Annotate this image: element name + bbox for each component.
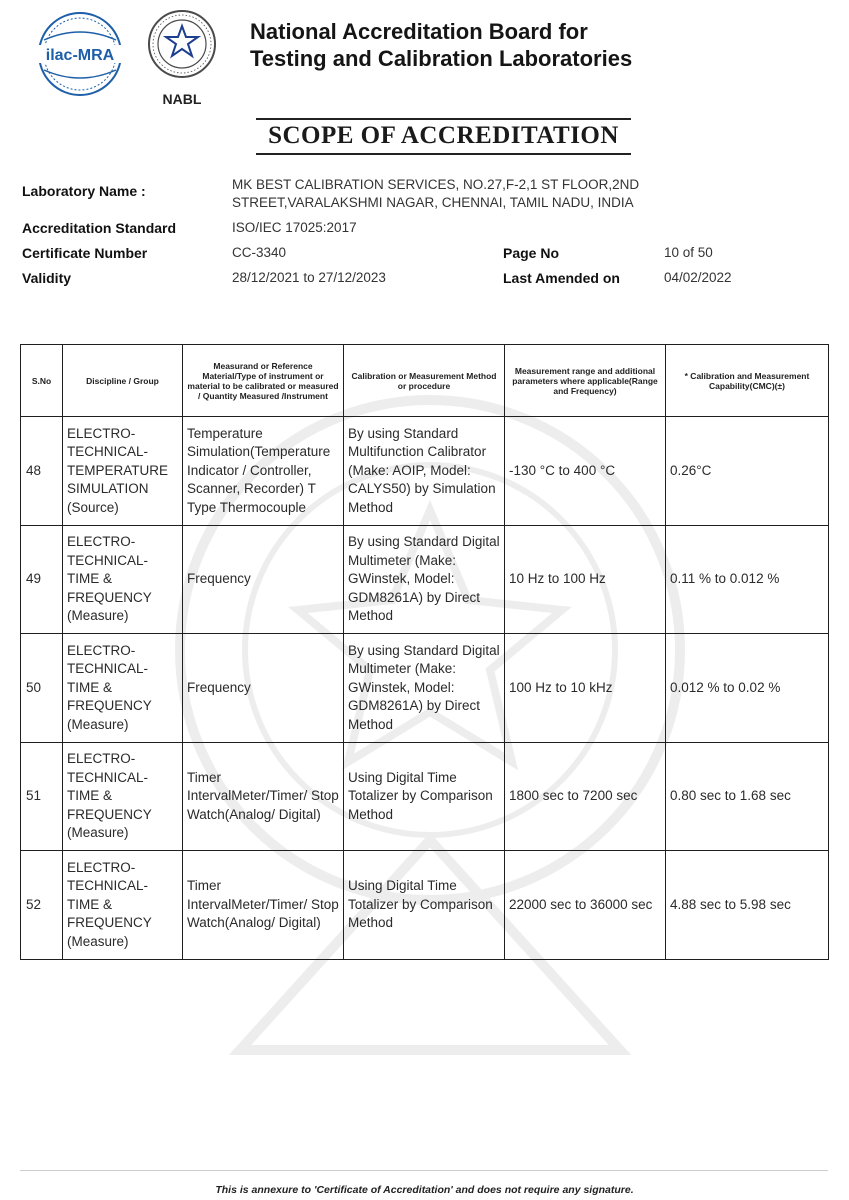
cell-discipline: ELECTRO-TECHNICAL-TEMPERATURE SIMULATION (Source) [63, 417, 183, 526]
page-number-label: Page No [503, 245, 560, 261]
cell-method: Using Digital Time Totalizer by Comparison Method [344, 851, 505, 960]
cell-discipline: ELECTRO-TECHNICAL-TIME & FREQUENCY (Measure) [63, 634, 183, 743]
header-range: Measurement range and additional parameters where applicable(Range and Frequency) [505, 345, 666, 417]
cell-measurand: Timer IntervalMeter/Timer/ Stop Watch(Analog/ Digital) [183, 851, 344, 960]
nabl-seal-logo [144, 8, 220, 116]
cell-range: -130 °C to 400 °C [505, 417, 666, 526]
ilac-mra-logo [30, 10, 130, 98]
cell-method: By using Standard Digital Multimeter (Make: GWinstek, Model: GDM8261A) by Direct Method [344, 525, 505, 634]
scope-table [20, 344, 829, 960]
cell-range: 22000 sec to 36000 sec [505, 851, 666, 960]
cell-sno: 48 [21, 417, 63, 526]
header-cmc: * Calibration and Measurement Capability(CMC)(±) [666, 345, 829, 417]
cell-method: By using Standard Digital Multimeter (Make: GWinstek, Model: GDM8261A) by Direct Method [344, 634, 505, 743]
header-method: Calibration or Measurement Method or procedure [344, 345, 505, 417]
scope-title: SCOPE OF ACCREDITATION [256, 118, 631, 155]
cell-measurand: Frequency [183, 634, 344, 743]
footer-divider [20, 1170, 828, 1171]
cell-cmc: 0.26°C [666, 417, 829, 526]
cell-range: 1800 sec to 7200 sec [505, 742, 666, 851]
lab-name-value [232, 176, 702, 212]
last-amended-label: Last Amended on [503, 270, 620, 286]
board-title-line-2: Testing and Calibration Laboratories [250, 46, 633, 71]
board-title [250, 18, 830, 72]
header-sno: S.No [21, 345, 63, 417]
header-discipline: Discipline / Group [63, 345, 183, 417]
table-row [21, 742, 829, 851]
certificate-number-label: Certificate Number [22, 245, 148, 261]
footer-note: This is annexure to 'Certificate of Accreditation' and does not require any signature. [215, 1184, 634, 1196]
lab-name-line-2: STREET,VARALAKSHMI NAGAR, CHENNAI, TAMIL NADU, INDIA [232, 195, 634, 210]
cell-range: 100 Hz to 10 kHz [505, 634, 666, 743]
cell-sno: 49 [21, 525, 63, 634]
cell-sno: 52 [21, 851, 63, 960]
validity-label: Validity [22, 270, 72, 286]
last-amended-value: 04/02/2022 [664, 270, 732, 285]
table-header-row [21, 345, 829, 417]
nabl-logo-text: NABL [162, 91, 202, 107]
cell-discipline: ELECTRO-TECHNICAL-TIME & FREQUENCY (Measure) [63, 742, 183, 851]
accreditation-standard-label: Accreditation Standard [22, 220, 177, 236]
cell-cmc: 0.012 % to 0.02 % [666, 634, 829, 743]
cell-discipline: ELECTRO-TECHNICAL-TIME & FREQUENCY (Measure) [63, 851, 183, 960]
cell-cmc: 4.88 sec to 5.98 sec [666, 851, 829, 960]
lab-name-label: Laboratory Name : [22, 183, 146, 199]
cell-discipline: ELECTRO-TECHNICAL-TIME & FREQUENCY (Measure) [63, 525, 183, 634]
table-row [21, 634, 829, 743]
page-number-value: 10 of 50 [664, 245, 713, 260]
board-title-line-1: National Accreditation Board for [250, 19, 588, 44]
cell-measurand: Timer IntervalMeter/Timer/ Stop Watch(Analog/ Digital) [183, 742, 344, 851]
cell-range: 10 Hz to 100 Hz [505, 525, 666, 634]
table-row [21, 417, 829, 526]
certificate-number-value: CC-3340 [232, 245, 287, 260]
cell-cmc: 0.80 sec to 1.68 sec [666, 742, 829, 851]
cell-cmc: 0.11 % to 0.012 % [666, 525, 829, 634]
cell-measurand: Frequency [183, 525, 344, 634]
ilac-logo-text: ilac-MRA [45, 47, 115, 64]
cell-method: Using Digital Time Totalizer by Comparison Method [344, 742, 505, 851]
table-row [21, 525, 829, 634]
cell-measurand: Temperature Simulation(Temperature Indicator / Controller, Scanner, Recorder) T Type Thermocouple [183, 417, 344, 526]
cell-sno: 51 [21, 742, 63, 851]
accreditation-standard-value: ISO/IEC 17025:2017 [232, 220, 357, 235]
table-row [21, 851, 829, 960]
cell-method: By using Standard Multifunction Calibrator (Make: AOIP, Model: CALYS50) by Simulation Method [344, 417, 505, 526]
lab-name-line-1: MK BEST CALIBRATION SERVICES, NO.27,F-2,1 ST FLOOR,2ND [232, 177, 640, 192]
header-measurand: Measurand or Reference Material/Type of instrument or material to be calibrated or measured / Quantity Measured /Instrument [183, 345, 344, 417]
cell-sno: 50 [21, 634, 63, 743]
validity-value: 28/12/2021 to 27/12/2023 [232, 270, 386, 285]
